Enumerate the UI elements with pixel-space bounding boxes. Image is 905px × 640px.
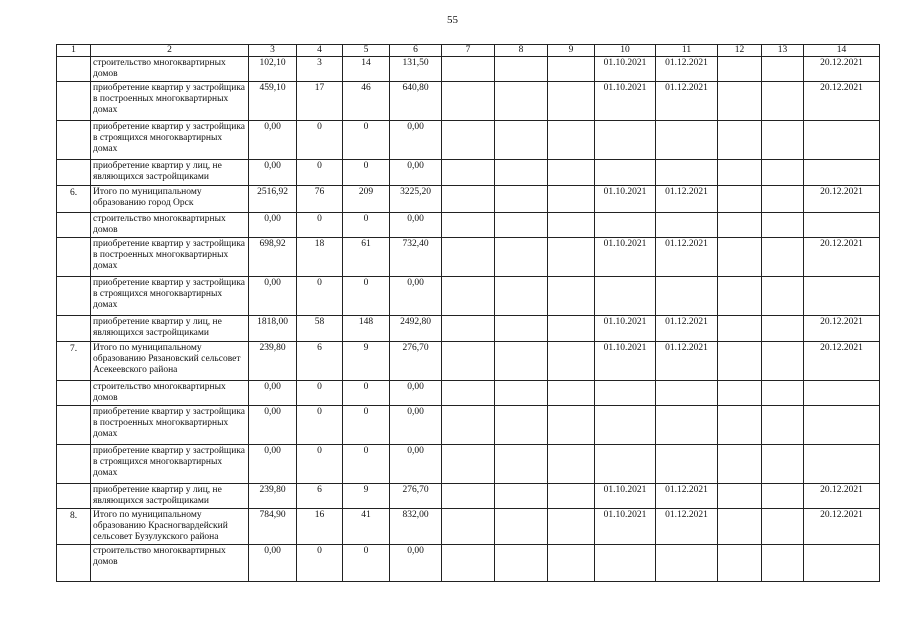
column-header: 12 bbox=[718, 45, 762, 57]
row-number-cell bbox=[57, 238, 91, 277]
column-header: 6 bbox=[390, 45, 442, 57]
value-cell: 58 bbox=[297, 316, 343, 342]
date-cell bbox=[656, 213, 718, 238]
date-cell bbox=[656, 381, 718, 406]
empty-cell bbox=[762, 213, 804, 238]
value-cell: 239,80 bbox=[249, 484, 297, 509]
empty-cell bbox=[442, 445, 495, 484]
column-header: 3 bbox=[249, 45, 297, 57]
value-cell: 0,00 bbox=[249, 213, 297, 238]
date-cell: 01.12.2021 bbox=[656, 57, 718, 82]
empty-cell bbox=[548, 121, 595, 160]
value-cell: 0 bbox=[297, 277, 343, 316]
empty-cell bbox=[442, 509, 495, 545]
column-header: 13 bbox=[762, 45, 804, 57]
empty-cell bbox=[718, 277, 762, 316]
date-cell bbox=[804, 445, 880, 484]
date-cell bbox=[595, 277, 656, 316]
table-row bbox=[57, 213, 880, 238]
row-number-cell bbox=[57, 121, 91, 160]
value-cell: 0,00 bbox=[390, 160, 442, 186]
value-cell: 0,00 bbox=[390, 545, 442, 582]
value-cell: 459,10 bbox=[249, 82, 297, 121]
date-cell: 01.10.2021 bbox=[595, 509, 656, 545]
row-number-cell bbox=[57, 82, 91, 121]
empty-cell bbox=[718, 445, 762, 484]
empty-cell bbox=[442, 381, 495, 406]
empty-cell bbox=[495, 545, 548, 582]
date-cell bbox=[595, 545, 656, 582]
row-label-cell: приобретение квартир у лиц, не являющихся застройщиками bbox=[91, 484, 249, 509]
row-number-cell bbox=[57, 316, 91, 342]
row-number-cell: 8. bbox=[57, 509, 91, 545]
empty-cell bbox=[442, 342, 495, 381]
row-label-cell: строительство многоквартирных домов bbox=[91, 545, 249, 582]
date-cell: 01.10.2021 bbox=[595, 186, 656, 213]
row-label-cell: приобретение квартир у застройщика в строящихся многоквартирных домах bbox=[91, 445, 249, 484]
date-cell: 01.12.2021 bbox=[656, 186, 718, 213]
column-header: 10 bbox=[595, 45, 656, 57]
date-cell bbox=[656, 406, 718, 445]
empty-cell bbox=[442, 160, 495, 186]
value-cell: 2492,80 bbox=[390, 316, 442, 342]
empty-cell bbox=[548, 160, 595, 186]
table-row bbox=[57, 509, 880, 545]
date-cell: 01.10.2021 bbox=[595, 342, 656, 381]
empty-cell bbox=[548, 342, 595, 381]
empty-cell bbox=[718, 381, 762, 406]
date-cell bbox=[804, 121, 880, 160]
empty-cell bbox=[718, 82, 762, 121]
empty-cell bbox=[442, 57, 495, 82]
empty-cell bbox=[495, 406, 548, 445]
date-cell: 01.10.2021 bbox=[595, 484, 656, 509]
empty-cell bbox=[495, 213, 548, 238]
empty-cell bbox=[718, 160, 762, 186]
date-cell: 01.12.2021 bbox=[656, 484, 718, 509]
empty-cell bbox=[762, 121, 804, 160]
date-cell bbox=[595, 213, 656, 238]
empty-cell bbox=[495, 238, 548, 277]
table-row bbox=[57, 238, 880, 277]
value-cell: 102,10 bbox=[249, 57, 297, 82]
column-header: 4 bbox=[297, 45, 343, 57]
date-cell: 01.10.2021 bbox=[595, 238, 656, 277]
date-cell bbox=[656, 277, 718, 316]
value-cell: 0 bbox=[343, 406, 390, 445]
empty-cell bbox=[495, 381, 548, 406]
empty-cell bbox=[548, 238, 595, 277]
empty-cell bbox=[495, 121, 548, 160]
empty-cell bbox=[495, 57, 548, 82]
value-cell: 0 bbox=[343, 381, 390, 406]
row-number-cell bbox=[57, 381, 91, 406]
column-header: 7 bbox=[442, 45, 495, 57]
row-number-cell: 7. bbox=[57, 342, 91, 381]
value-cell: 131,50 bbox=[390, 57, 442, 82]
row-label-cell: приобретение квартир у застройщика в строящихся многоквартирных домах bbox=[91, 277, 249, 316]
empty-cell bbox=[495, 509, 548, 545]
value-cell: 76 bbox=[297, 186, 343, 213]
date-cell: 20.12.2021 bbox=[804, 82, 880, 121]
empty-cell bbox=[548, 316, 595, 342]
value-cell: 0 bbox=[297, 121, 343, 160]
date-cell bbox=[595, 160, 656, 186]
row-number-cell bbox=[57, 445, 91, 484]
value-cell: 0,00 bbox=[249, 277, 297, 316]
value-cell: 698,92 bbox=[249, 238, 297, 277]
date-cell: 20.12.2021 bbox=[804, 509, 880, 545]
table-row bbox=[57, 160, 880, 186]
table-row bbox=[57, 484, 880, 509]
value-cell: 0 bbox=[297, 445, 343, 484]
empty-cell bbox=[762, 445, 804, 484]
value-cell: 276,70 bbox=[390, 342, 442, 381]
empty-cell bbox=[442, 277, 495, 316]
value-cell: 0 bbox=[297, 545, 343, 582]
value-cell: 148 bbox=[343, 316, 390, 342]
date-cell bbox=[804, 213, 880, 238]
value-cell: 239,80 bbox=[249, 342, 297, 381]
empty-cell bbox=[718, 509, 762, 545]
row-label-cell: Итого по муниципальному образованию Красногвардейский сельсовет Бузулукского района bbox=[91, 509, 249, 545]
empty-cell bbox=[495, 82, 548, 121]
date-cell bbox=[804, 160, 880, 186]
empty-cell bbox=[495, 316, 548, 342]
date-cell: 20.12.2021 bbox=[804, 186, 880, 213]
empty-cell bbox=[548, 277, 595, 316]
row-number-cell: 6. bbox=[57, 186, 91, 213]
row-number-cell bbox=[57, 57, 91, 82]
empty-cell bbox=[548, 545, 595, 582]
value-cell: 17 bbox=[297, 82, 343, 121]
empty-cell bbox=[442, 186, 495, 213]
value-cell: 41 bbox=[343, 509, 390, 545]
table-row bbox=[57, 381, 880, 406]
value-cell: 276,70 bbox=[390, 484, 442, 509]
value-cell: 1818,00 bbox=[249, 316, 297, 342]
date-cell bbox=[804, 381, 880, 406]
empty-cell bbox=[762, 381, 804, 406]
column-header: 2 bbox=[91, 45, 249, 57]
date-cell bbox=[595, 445, 656, 484]
date-cell bbox=[656, 445, 718, 484]
empty-cell bbox=[718, 484, 762, 509]
value-cell: 3225,20 bbox=[390, 186, 442, 213]
empty-cell bbox=[762, 57, 804, 82]
empty-cell bbox=[548, 57, 595, 82]
value-cell: 0 bbox=[343, 213, 390, 238]
empty-cell bbox=[762, 545, 804, 582]
date-cell: 20.12.2021 bbox=[804, 342, 880, 381]
value-cell: 0,00 bbox=[390, 445, 442, 484]
value-cell: 0 bbox=[297, 213, 343, 238]
table-row bbox=[57, 57, 880, 82]
table-row bbox=[57, 406, 880, 445]
value-cell: 0,00 bbox=[249, 545, 297, 582]
empty-cell bbox=[548, 484, 595, 509]
empty-cell bbox=[718, 406, 762, 445]
empty-cell bbox=[442, 213, 495, 238]
row-label-cell: приобретение квартир у лиц, не являющихся застройщиками bbox=[91, 316, 249, 342]
date-cell bbox=[656, 121, 718, 160]
empty-cell bbox=[495, 160, 548, 186]
row-label-cell: приобретение квартир у застройщика в построенных многоквартирных домах bbox=[91, 82, 249, 121]
date-cell: 01.10.2021 bbox=[595, 82, 656, 121]
date-cell: 20.12.2021 bbox=[804, 316, 880, 342]
empty-cell bbox=[762, 277, 804, 316]
date-cell: 01.10.2021 bbox=[595, 57, 656, 82]
value-cell: 0,00 bbox=[390, 213, 442, 238]
value-cell: 0,00 bbox=[390, 121, 442, 160]
empty-cell bbox=[762, 82, 804, 121]
empty-cell bbox=[762, 238, 804, 277]
value-cell: 9 bbox=[343, 484, 390, 509]
empty-cell bbox=[548, 381, 595, 406]
date-cell: 20.12.2021 bbox=[804, 484, 880, 509]
value-cell: 14 bbox=[343, 57, 390, 82]
date-cell: 20.12.2021 bbox=[804, 238, 880, 277]
empty-cell bbox=[718, 213, 762, 238]
value-cell: 0 bbox=[343, 160, 390, 186]
value-cell: 0 bbox=[343, 121, 390, 160]
empty-cell bbox=[442, 238, 495, 277]
date-cell bbox=[804, 277, 880, 316]
empty-cell bbox=[762, 160, 804, 186]
empty-cell bbox=[718, 57, 762, 82]
table-row bbox=[57, 186, 880, 213]
row-label-cell: строительство многоквартирных домов bbox=[91, 213, 249, 238]
empty-cell bbox=[442, 316, 495, 342]
row-label-cell: приобретение квартир у застройщика в построенных многоквартирных домах bbox=[91, 238, 249, 277]
table-row bbox=[57, 342, 880, 381]
empty-cell bbox=[442, 406, 495, 445]
value-cell: 0,00 bbox=[390, 381, 442, 406]
date-cell bbox=[804, 545, 880, 582]
empty-cell bbox=[442, 484, 495, 509]
value-cell: 832,00 bbox=[390, 509, 442, 545]
value-cell: 0 bbox=[343, 277, 390, 316]
empty-cell bbox=[718, 342, 762, 381]
value-cell: 784,90 bbox=[249, 509, 297, 545]
date-cell bbox=[595, 381, 656, 406]
empty-cell bbox=[548, 82, 595, 121]
value-cell: 0 bbox=[297, 406, 343, 445]
date-cell bbox=[656, 545, 718, 582]
date-cell bbox=[804, 406, 880, 445]
row-label-cell: Итого по муниципальному образованию Рязановский сельсовет Асекеевского района bbox=[91, 342, 249, 381]
empty-cell bbox=[548, 445, 595, 484]
empty-cell bbox=[718, 316, 762, 342]
empty-cell bbox=[762, 342, 804, 381]
empty-cell bbox=[718, 545, 762, 582]
column-header: 14 bbox=[804, 45, 880, 57]
empty-cell bbox=[548, 509, 595, 545]
row-number-cell bbox=[57, 213, 91, 238]
empty-cell bbox=[762, 316, 804, 342]
date-cell: 01.12.2021 bbox=[656, 316, 718, 342]
row-label-cell: строительство многоквартирных домов bbox=[91, 381, 249, 406]
date-cell bbox=[595, 406, 656, 445]
value-cell: 2516,92 bbox=[249, 186, 297, 213]
column-header-row bbox=[57, 45, 880, 57]
date-cell: 01.12.2021 bbox=[656, 238, 718, 277]
empty-cell bbox=[548, 406, 595, 445]
empty-cell bbox=[442, 545, 495, 582]
row-label-cell: строительство многоквартирных домов bbox=[91, 57, 249, 82]
row-label-cell: приобретение квартир у застройщика в строящихся многоквартирных домах bbox=[91, 121, 249, 160]
value-cell: 640,80 bbox=[390, 82, 442, 121]
value-cell: 0 bbox=[343, 545, 390, 582]
empty-cell bbox=[718, 238, 762, 277]
value-cell: 3 bbox=[297, 57, 343, 82]
row-number-cell bbox=[57, 484, 91, 509]
date-cell: 01.12.2021 bbox=[656, 342, 718, 381]
value-cell: 0 bbox=[297, 381, 343, 406]
empty-cell bbox=[718, 186, 762, 213]
empty-cell bbox=[495, 342, 548, 381]
empty-cell bbox=[495, 277, 548, 316]
value-cell: 0,00 bbox=[249, 445, 297, 484]
value-cell: 0 bbox=[297, 160, 343, 186]
page-number: 55 bbox=[447, 14, 458, 26]
column-header: 1 bbox=[57, 45, 91, 57]
value-cell: 18 bbox=[297, 238, 343, 277]
value-cell: 0,00 bbox=[249, 381, 297, 406]
row-label-cell: приобретение квартир у застройщика в построенных многоквартирных домах bbox=[91, 406, 249, 445]
table-row bbox=[57, 316, 880, 342]
table-row bbox=[57, 445, 880, 484]
value-cell: 0 bbox=[343, 445, 390, 484]
value-cell: 0,00 bbox=[390, 406, 442, 445]
date-cell: 20.12.2021 bbox=[804, 57, 880, 82]
empty-cell bbox=[762, 186, 804, 213]
column-header: 5 bbox=[343, 45, 390, 57]
empty-cell bbox=[495, 484, 548, 509]
column-header: 9 bbox=[548, 45, 595, 57]
value-cell: 0,00 bbox=[249, 121, 297, 160]
empty-cell bbox=[762, 406, 804, 445]
date-cell: 01.12.2021 bbox=[656, 509, 718, 545]
value-cell: 16 bbox=[297, 509, 343, 545]
data-table bbox=[56, 44, 880, 582]
empty-cell bbox=[548, 213, 595, 238]
value-cell: 0,00 bbox=[249, 160, 297, 186]
value-cell: 6 bbox=[297, 342, 343, 381]
table-row bbox=[57, 545, 880, 582]
value-cell: 0,00 bbox=[249, 406, 297, 445]
table-row bbox=[57, 121, 880, 160]
empty-cell bbox=[495, 186, 548, 213]
empty-cell bbox=[442, 82, 495, 121]
empty-cell bbox=[442, 121, 495, 160]
value-cell: 209 bbox=[343, 186, 390, 213]
row-label-cell: приобретение квартир у лиц, не являющихся застройщиками bbox=[91, 160, 249, 186]
row-number-cell bbox=[57, 277, 91, 316]
value-cell: 9 bbox=[343, 342, 390, 381]
value-cell: 61 bbox=[343, 238, 390, 277]
value-cell: 46 bbox=[343, 82, 390, 121]
value-cell: 6 bbox=[297, 484, 343, 509]
row-number-cell bbox=[57, 160, 91, 186]
empty-cell bbox=[718, 121, 762, 160]
row-label-cell: Итого по муниципальному образованию город Орск bbox=[91, 186, 249, 213]
column-header: 8 bbox=[495, 45, 548, 57]
empty-cell bbox=[548, 186, 595, 213]
table-row bbox=[57, 82, 880, 121]
date-cell: 01.10.2021 bbox=[595, 316, 656, 342]
row-number-cell bbox=[57, 406, 91, 445]
table-row bbox=[57, 277, 880, 316]
value-cell: 0,00 bbox=[390, 277, 442, 316]
column-header: 11 bbox=[656, 45, 718, 57]
row-number-cell bbox=[57, 545, 91, 582]
date-cell bbox=[656, 160, 718, 186]
date-cell: 01.12.2021 bbox=[656, 82, 718, 121]
empty-cell bbox=[762, 509, 804, 545]
empty-cell bbox=[762, 484, 804, 509]
date-cell bbox=[595, 121, 656, 160]
empty-cell bbox=[495, 445, 548, 484]
value-cell: 732,40 bbox=[390, 238, 442, 277]
